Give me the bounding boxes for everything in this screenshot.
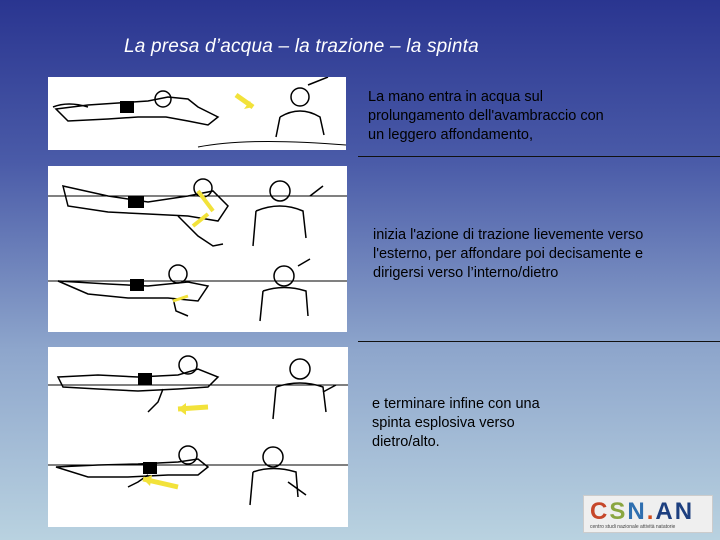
caption-pull: inizia l'azione di trazione lievemente verso l'esterno, per affondare poi decisamente e dirigersi verso l’interno/dietro — [373, 227, 644, 281]
csnan-logo — [583, 495, 713, 533]
direction-arrow — [193, 214, 208, 226]
swimmer-front-view — [273, 359, 336, 419]
swimmer-side-view — [56, 446, 208, 487]
illustration-entry — [48, 77, 346, 150]
caption-push: e terminare infine con una spinta esplosiva verso dietro/alto. — [372, 396, 540, 450]
swimsuit — [138, 373, 152, 385]
direction-arrow — [198, 191, 213, 211]
divider-2 — [358, 341, 720, 342]
divider-1 — [358, 156, 720, 157]
swimmer-front-view — [250, 447, 306, 505]
logo-tagline: centro studi nazionale attività natatorie — [590, 524, 676, 530]
logo-letters: CSN.AN — [590, 498, 695, 525]
swimmer-side-view — [63, 179, 228, 246]
slide-title: La presa d’acqua – la trazione – la spinta — [124, 36, 479, 57]
swimsuit — [143, 462, 157, 474]
swimmer-front-view — [260, 259, 310, 321]
swimsuit — [128, 196, 144, 208]
swimmer-front-view — [276, 77, 328, 137]
caption-entry: La mano entra in acqua sul prolungamento dell'avambraccio con un leggero affondamento, — [368, 89, 604, 143]
swimmer-side-view — [53, 91, 218, 125]
illustration-push — [48, 347, 348, 527]
swimsuit — [120, 101, 134, 113]
swimsuit — [130, 279, 144, 291]
swimmer-front-view — [253, 181, 323, 246]
illustration-pull — [48, 166, 347, 332]
